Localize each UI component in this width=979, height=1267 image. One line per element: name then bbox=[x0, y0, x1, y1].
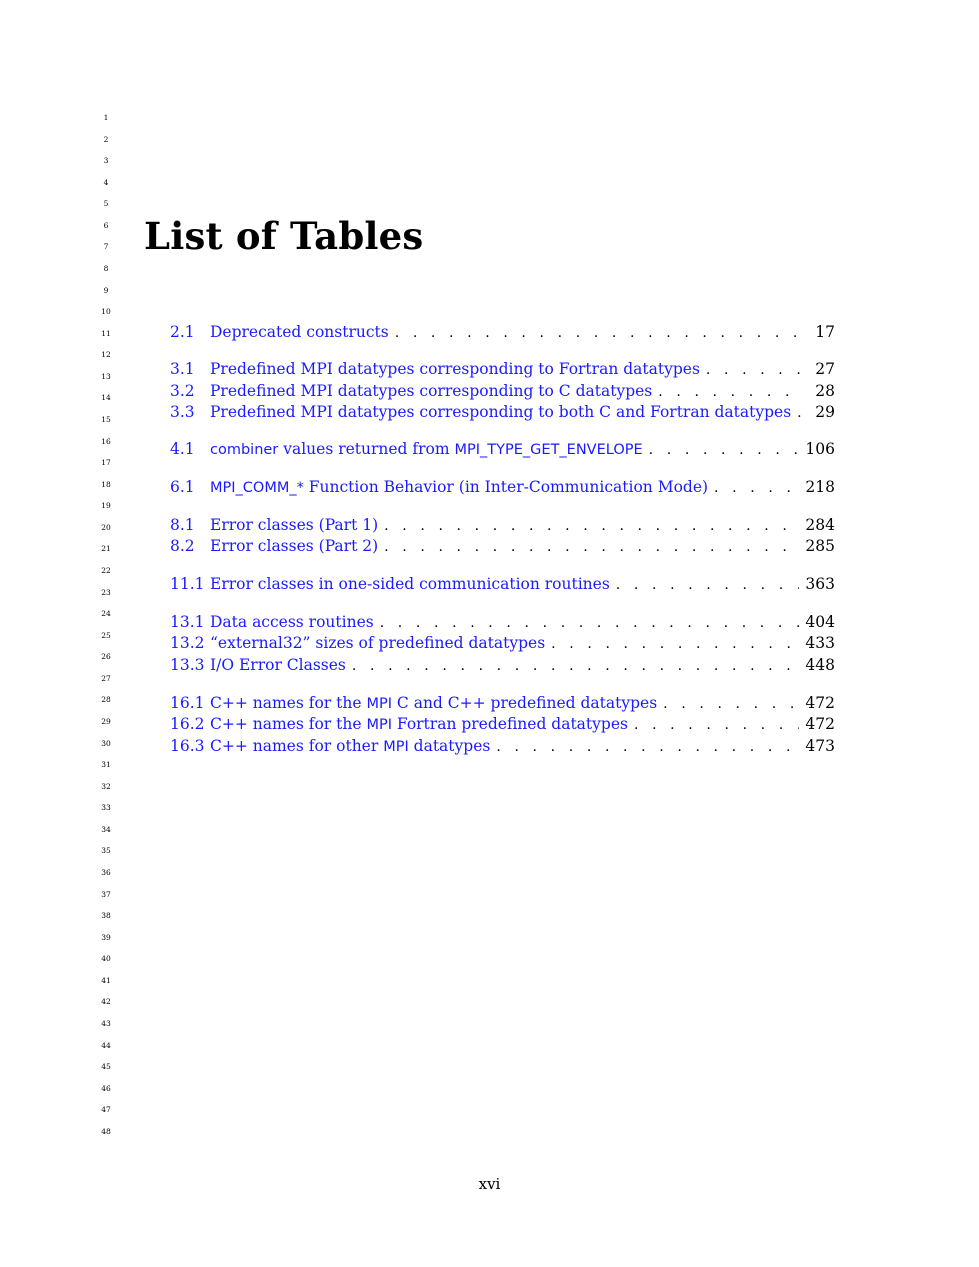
leader-dots bbox=[649, 442, 800, 458]
entry-number[interactable]: 16.3 bbox=[170, 737, 205, 755]
entry-number[interactable]: 2.1 bbox=[170, 323, 195, 341]
entry-number[interactable]: 6.1 bbox=[170, 478, 195, 496]
leader-dots bbox=[706, 362, 803, 378]
line-number: 3 bbox=[103, 156, 109, 165]
line-number: 45 bbox=[101, 1062, 111, 1071]
line-number: 30 bbox=[101, 739, 111, 748]
entry-number[interactable]: 3.3 bbox=[170, 403, 195, 421]
entry-page: 218 bbox=[805, 478, 835, 496]
leader-dots bbox=[634, 717, 799, 733]
entry-number[interactable]: 13.3 bbox=[170, 656, 205, 674]
line-number: 31 bbox=[101, 760, 111, 769]
entry-title-text: C++ names for other bbox=[210, 737, 384, 755]
toc-entry[interactable] bbox=[170, 478, 835, 500]
line-number: 6 bbox=[103, 221, 109, 230]
entry-number[interactable]: 3.1 bbox=[170, 360, 195, 378]
page-title: List of Tables bbox=[144, 214, 424, 258]
line-number: 32 bbox=[101, 782, 111, 791]
entry-title-code: MPI_COMM_* bbox=[210, 480, 304, 496]
entry-page: 472 bbox=[805, 715, 835, 733]
line-number: 5 bbox=[103, 199, 109, 208]
line-number: 26 bbox=[101, 652, 111, 661]
entry-page: 473 bbox=[805, 737, 835, 755]
leader-dots bbox=[658, 384, 803, 400]
line-number: 37 bbox=[101, 890, 111, 899]
leader-dots bbox=[395, 325, 803, 341]
line-number: 24 bbox=[101, 609, 111, 618]
line-number: 39 bbox=[101, 933, 111, 942]
line-number: 2 bbox=[103, 135, 109, 144]
entry-number[interactable]: 13.1 bbox=[170, 613, 205, 631]
line-number: 41 bbox=[101, 976, 111, 985]
line-number: 35 bbox=[101, 846, 111, 855]
entry-number[interactable]: 8.1 bbox=[170, 516, 195, 534]
leader-dots bbox=[797, 405, 803, 421]
line-number: 28 bbox=[101, 695, 111, 704]
toc-entry[interactable] bbox=[170, 575, 835, 597]
entry-page: 29 bbox=[815, 403, 835, 421]
entry-title[interactable] bbox=[210, 440, 643, 458]
line-number: 22 bbox=[101, 566, 111, 575]
entry-title[interactable]: Deprecated constructs bbox=[210, 323, 389, 341]
line-number: 46 bbox=[101, 1084, 111, 1093]
line-number: 44 bbox=[101, 1041, 111, 1050]
line-number: 29 bbox=[101, 717, 111, 726]
line-number: 40 bbox=[101, 954, 111, 963]
line-number: 16 bbox=[101, 437, 111, 446]
toc-entry[interactable] bbox=[170, 403, 835, 425]
entry-title[interactable]: Predefined MPI datatypes corresponding to C datatypes bbox=[210, 382, 653, 400]
entry-title-code: MPI bbox=[366, 717, 392, 733]
entry-number[interactable]: 16.1 bbox=[170, 694, 205, 712]
toc-entry[interactable] bbox=[170, 613, 835, 635]
entry-title-text: datatypes bbox=[408, 737, 491, 755]
entry-number[interactable]: 16.2 bbox=[170, 715, 205, 733]
line-number: 38 bbox=[101, 911, 111, 920]
entry-title-text: Function Behavior (in Inter-Communication Mode) bbox=[303, 478, 709, 496]
entry-number[interactable]: 11.1 bbox=[170, 575, 205, 593]
entry-page: 28 bbox=[815, 382, 835, 400]
leader-dots bbox=[380, 615, 800, 631]
line-number: 19 bbox=[101, 501, 111, 510]
entry-title-code: combiner bbox=[210, 442, 279, 458]
entry-title-code: MPI bbox=[366, 696, 392, 712]
line-number: 7 bbox=[103, 242, 109, 251]
entry-page: 448 bbox=[805, 656, 835, 674]
entry-title-code: MPI bbox=[383, 739, 409, 755]
page-number: xvi bbox=[478, 1175, 501, 1193]
toc-entry[interactable] bbox=[170, 634, 835, 656]
entry-page: 285 bbox=[805, 537, 835, 555]
toc-entry[interactable] bbox=[170, 323, 835, 345]
entry-title[interactable]: Data access routines bbox=[210, 613, 374, 631]
entry-page: 106 bbox=[805, 440, 835, 458]
toc-entry[interactable] bbox=[170, 516, 835, 538]
line-number: 21 bbox=[101, 544, 111, 553]
entry-title[interactable]: Error classes (Part 2) bbox=[210, 537, 379, 555]
toc-entry[interactable] bbox=[170, 360, 835, 382]
line-number: 27 bbox=[101, 674, 111, 683]
leader-dots bbox=[714, 480, 799, 496]
line-number: 10 bbox=[101, 307, 111, 316]
entry-title[interactable]: Predefined MPI datatypes corresponding to Fortran datatypes bbox=[210, 360, 700, 378]
entry-number[interactable]: 8.2 bbox=[170, 537, 195, 555]
entry-title-text: values returned from bbox=[278, 440, 455, 458]
toc-entry[interactable] bbox=[170, 440, 835, 462]
entry-title[interactable]: Error classes in one-sided communication routines bbox=[210, 575, 610, 593]
leader-dots bbox=[384, 518, 799, 534]
line-number: 25 bbox=[101, 631, 111, 640]
leader-dots bbox=[384, 539, 799, 555]
entry-page: 284 bbox=[805, 516, 835, 534]
entry-title[interactable] bbox=[210, 737, 490, 755]
toc-entry[interactable] bbox=[170, 537, 835, 559]
line-number: 42 bbox=[101, 997, 111, 1006]
entry-page: 363 bbox=[805, 575, 835, 593]
leader-dots bbox=[551, 636, 799, 652]
entry-title[interactable] bbox=[210, 715, 628, 733]
leader-dots bbox=[663, 696, 799, 712]
line-number: 4 bbox=[103, 178, 109, 187]
entry-number[interactable]: 4.1 bbox=[170, 440, 195, 458]
entry-title[interactable] bbox=[210, 694, 657, 712]
line-number: 36 bbox=[101, 868, 111, 877]
entry-number[interactable]: 13.2 bbox=[170, 634, 205, 652]
line-number: 13 bbox=[101, 372, 111, 381]
line-number: 23 bbox=[101, 588, 111, 597]
toc-entry[interactable] bbox=[170, 737, 835, 759]
leader-dots bbox=[352, 658, 800, 674]
line-number: 33 bbox=[101, 803, 111, 812]
line-number: 9 bbox=[103, 286, 109, 295]
leader-dots bbox=[616, 577, 800, 593]
toc-entry[interactable] bbox=[170, 656, 835, 678]
line-number: 17 bbox=[101, 458, 111, 467]
line-number: 8 bbox=[103, 264, 109, 273]
entry-page: 27 bbox=[815, 360, 835, 378]
entry-title[interactable] bbox=[210, 478, 708, 496]
entry-title-text: C and C++ predefined datatypes bbox=[391, 694, 658, 712]
line-number: 20 bbox=[101, 523, 111, 532]
line-number: 18 bbox=[101, 480, 111, 489]
toc-entry[interactable] bbox=[170, 715, 835, 737]
entry-number[interactable]: 3.2 bbox=[170, 382, 195, 400]
line-number: 34 bbox=[101, 825, 111, 834]
entry-title-code: MPI_TYPE_GET_ENVELOPE bbox=[454, 442, 643, 458]
toc-entry[interactable] bbox=[170, 694, 835, 716]
line-number: 43 bbox=[101, 1019, 111, 1028]
line-number: 1 bbox=[103, 113, 109, 122]
entry-title-text: Fortran predefined datatypes bbox=[391, 715, 628, 733]
line-number: 11 bbox=[101, 329, 111, 338]
entry-title[interactable]: I/O Error Classes bbox=[210, 656, 346, 674]
entry-title[interactable]: Predefined MPI datatypes corresponding to both C and Fortran datatypes bbox=[210, 403, 792, 421]
entry-title-text: C++ names for the bbox=[210, 715, 367, 733]
line-number: 15 bbox=[101, 415, 111, 424]
entry-page: 433 bbox=[805, 634, 835, 652]
line-number: 48 bbox=[101, 1127, 111, 1136]
entry-title-text: C++ names for the bbox=[210, 694, 367, 712]
line-number: 12 bbox=[101, 350, 111, 359]
entry-page: 17 bbox=[815, 323, 835, 341]
leader-dots bbox=[496, 739, 799, 755]
toc-entry[interactable] bbox=[170, 382, 835, 404]
entry-title[interactable]: “external32” sizes of predefined datatypes bbox=[210, 634, 546, 652]
entry-title[interactable]: Error classes (Part 1) bbox=[210, 516, 379, 534]
line-number: 14 bbox=[101, 393, 111, 402]
line-number: 47 bbox=[101, 1105, 111, 1114]
entry-page: 404 bbox=[805, 613, 835, 631]
entry-page: 472 bbox=[805, 694, 835, 712]
